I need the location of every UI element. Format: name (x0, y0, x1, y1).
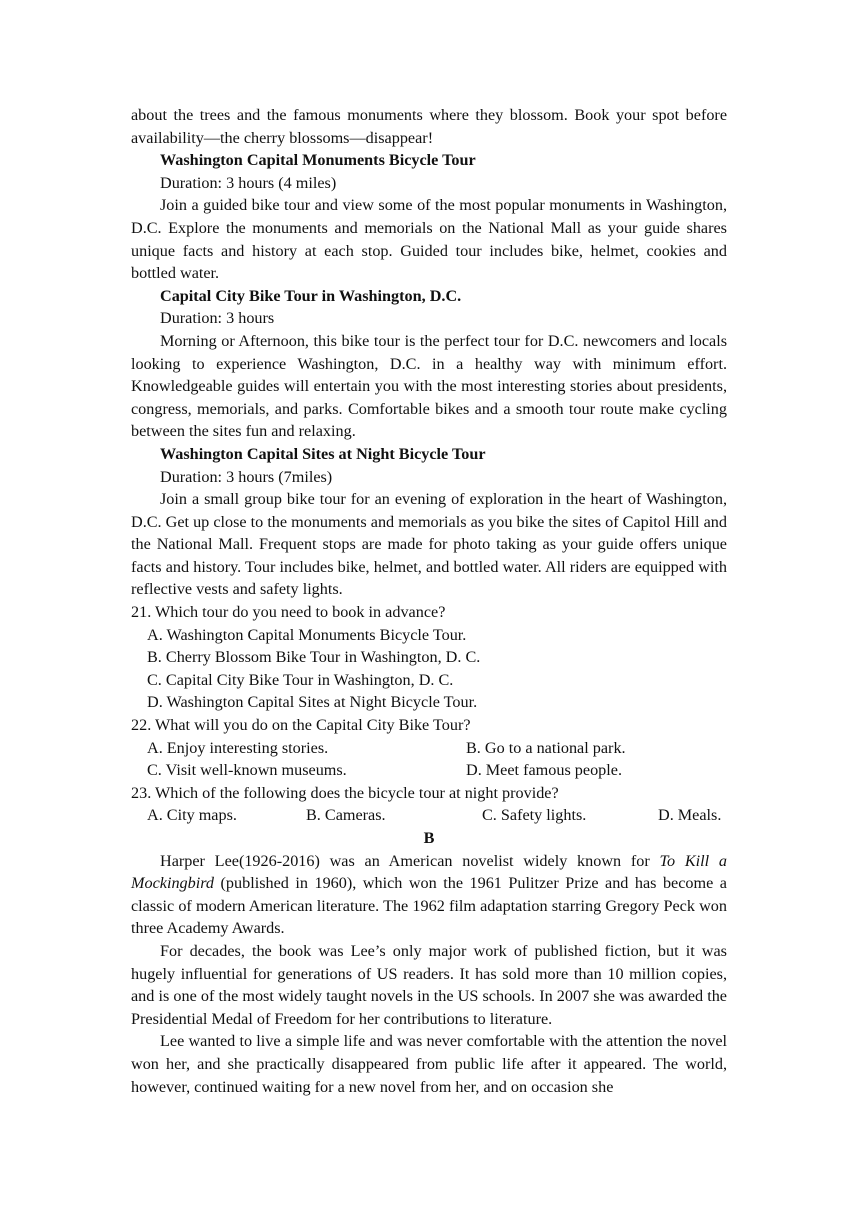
answer-option: C. Capital City Bike Tour in Washington, D. C. (147, 670, 454, 689)
answer-option: A. Enjoy interesting stories. (147, 738, 329, 757)
tour-entry-monuments (131, 149, 727, 285)
passage-b-paragraph-3: Lee wanted to live a simple life and was never comfortable with the attention the novel won her, and she practically disappeared from public life after it appeared. The world, however, continued waiting for a new novel from her, and on occasion she (131, 1032, 727, 1096)
tour-title: Washington Capital Monuments Bicycle Tour (160, 151, 476, 170)
answer-option: B. Cameras. (306, 806, 386, 825)
question-21 (131, 601, 727, 714)
answer-option: B. Go to a national park. (466, 738, 626, 757)
question-23 (131, 782, 727, 827)
section-b-label: B (423, 829, 435, 847)
answer-option: D. Meet famous people. (466, 761, 622, 780)
p1-text-after: (published in 1960), which won the 1961 Pulitzer Prize and has become a classic of modern American literature. The 1962 film adaptation starring Gregory Peck won three Academy Awards. (131, 874, 727, 938)
question-stem: 23. Which of the following does the bicycle tour at night provide? (131, 783, 559, 802)
tour-entry-night (131, 443, 727, 601)
question-stem: 22. What will you do on the Capital City Bike Tour? (131, 716, 471, 735)
tour-duration: Duration: 3 hours (7miles) (160, 467, 333, 486)
answer-option: D. Washington Capital Sites at Night Bicycle Tour. (147, 693, 478, 712)
tour-description: Join a small group bike tour for an evening of exploration in the heart of Washington, D.C. Get up close to the monuments and memorials as you bike the sites of Capitol Hill and the National Mall. Frequent stops are made for photo taking as your guide offers unique facts and history. Tour includes bike, helmet, and bottled water. All riders are equipped with reflective vests and safety lights. (131, 490, 727, 599)
intro-tail-paragraph: about the trees and the famous monuments where they blossom. Book your spot before availability—the cherry blossoms—disappear! (131, 106, 727, 147)
answer-option: A. Washington Capital Monuments Bicycle Tour. (147, 625, 467, 644)
answer-option: A. City maps. (147, 806, 237, 825)
question-stem: 21. Which tour do you need to book in advance? (131, 603, 446, 622)
tour-title: Washington Capital Sites at Night Bicycle Tour (160, 444, 486, 463)
tour-entry-capital-city (131, 285, 727, 443)
tour-duration: Duration: 3 hours (160, 309, 275, 328)
question-22 (131, 714, 727, 782)
document-page (131, 104, 727, 1098)
tour-title: Capital City Bike Tour in Washington, D.C. (160, 286, 462, 305)
tour-duration: Duration: 3 hours (4 miles) (160, 173, 337, 192)
tour-description: Morning or Afternoon, this bike tour is the perfect tour for D.C. newcomers and locals looking to experience Washington, D.C. in a healthy way with minimum effort. Knowledgeable guides will entertain you with the most interesting stories about presidents, congress, memorials, and parks. Comfortable bikes and a smooth tour route make cycling between the sites fun and relaxing. (131, 331, 727, 441)
answer-option: B. Cherry Blossom Bike Tour in Washington, D. C. (147, 648, 481, 667)
answer-option: C. Safety lights. (482, 806, 587, 825)
tour-description: Join a guided bike tour and view some of the most popular monuments in Washington, D.C. Explore the monuments and memorials on the National Mall as your guide shares unique facts and history at each stop. Guided tour includes bike, helmet, cookies and bottled water. (131, 196, 727, 283)
p1-text-before: Harper Lee(1926-2016) was an American novelist widely known for (160, 851, 660, 870)
passage-b-paragraph-1 (131, 850, 727, 940)
passage-b-paragraph-2: For decades, the book was Lee’s only major work of published fiction, but it was hugely influential for generations of US readers. It has sold more than 10 million copies, and is one of the most widely taught novels in the US schools. In 2007 she was awarded the Presidential Medal of Freedom for her contributions to literature. (131, 941, 727, 1028)
book-title: To Kill a Mockingbird (131, 851, 727, 893)
answer-option: C. Visit well-known museums. (147, 761, 347, 780)
answer-option: D. Meals. (658, 806, 722, 825)
